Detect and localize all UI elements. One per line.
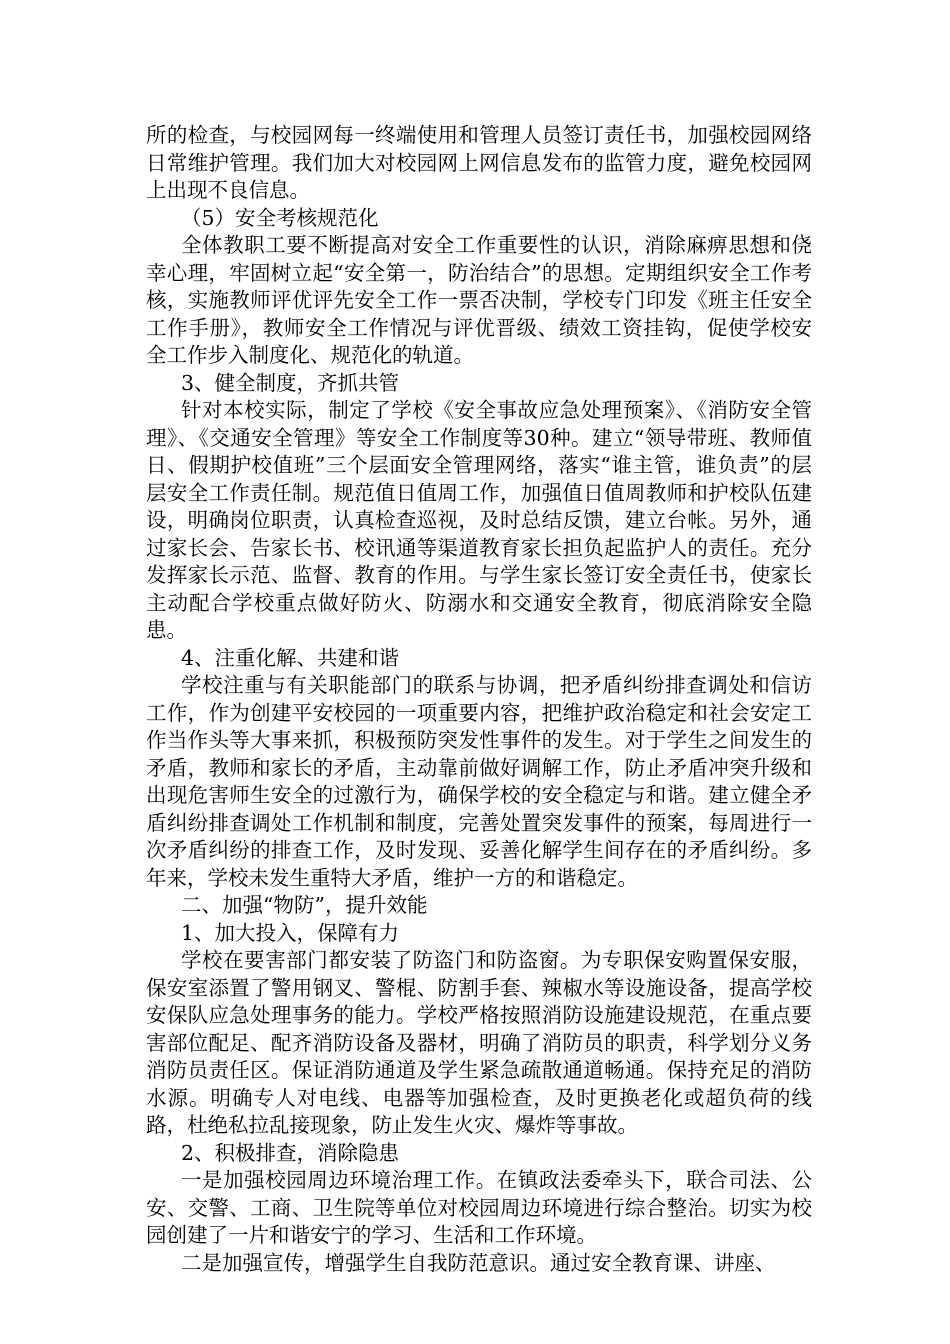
subheading-safety-assessment: （5）安全考核规范化 xyxy=(181,205,379,230)
paragraph-1: 所的检查，与校园网每一终端使用和管理人员签订责任书，加强校园网络日常维护管理。我们加大对校园网上网信息发布的监管力度，避免校园网上出现不良信息。 xyxy=(146,123,812,202)
paragraph-7: 二是加强宣传，增强学生自我防范意识。通过安全教育课、讲座、 xyxy=(181,1250,776,1275)
paragraph-4: 学校注重与有关职能部门的联系与协调，把矛盾纠纷排查调处和信访工作，作为创建平安校园的一项重要内容，把维护政治稳定和社会安定工作当作头等大事来抓，积极预防突发性事件的发生。对于学生之间发生的矛盾，教师和家长的矛盾，主动靠前做好调解工作，防止矛盾冲突升级和出现危害师生安全的过激行为，确保学校的安全稳定与和谐。建立健全矛盾纠纷排查调处工作机制和制度，完善处置突发事件的预案，每周进行一次矛盾纠纷的排查工作，及时发现、妥善化解学生间存在的矛盾纠纷。多年来，学校未发生重特大矛盾，维护一方的和谐稳定。 xyxy=(146,673,812,890)
subheading-investment: 1、加大投入，保障有力 xyxy=(181,920,400,945)
paragraph-5: 学校在要害部门都安装了防盗门和防盗窗。为专职保安购置保安服，保安室添置了警用钢叉、警棍、防割手套、辣椒水等设施设备，提高学校安保队应急处理事务的能力。学校严格按照消防设施建设规范，在重点要害部位配足、配齐消防设备及器材，明确了消防员的职责，科学划分义务消防员责任区。保证消防通道及学生紧急疏散通道畅通。保持充足的消防水源。明确专人对电线、电器等加强检查，及时更换老化或超负荷的线路，杜绝私拉乱接现象，防止发生火灾、爆炸等事故。 xyxy=(146,948,812,1137)
document-body xyxy=(146,122,812,1277)
paragraph-3: 针对本校实际，制定了学校《安全事故应急处理预案》、《消防安全管理》、《交通安全管理》等安全工作制度等30种。建立“领导带班、教师值日、假期护校值班”三个层面安全管理网络，落实“谁主管，谁负责”的层层安全工作责任制。规范值日值周工作，加强值日值周教师和护校队伍建设，明确岗位职责，认真检查巡视，及时总结反馈，建立台帐。另外，通过家长会、告家长书、校讯通等渠道教育家长担负起监护人的责任。充分发挥家长示范、监督、教育的作用。与学生家长签订安全责任书，使家长主动配合学校重点做好防火、防溺水和交通安全教育，彻底消除安全隐患。 xyxy=(146,398,812,642)
subheading-hazard-inspection: 2、积极排查，消除隐患 xyxy=(181,1140,400,1165)
subheading-system-improvement: 3、健全制度，齐抓共管 xyxy=(181,370,400,395)
paragraph-2: 全体教职工要不断提高对安全工作重要性的认识，消除麻痹思想和侥幸心理，牢固树立起“安全第一，防治结合”的思想。定期组织安全工作考核，实施教师评优评先安全工作一票否决制，学校专门印发《班主任安全工作手册》，教师安全工作情况与评优晋级、绩效工资挂钩，促使学校安全工作步入制度化、规范化的轨道。 xyxy=(146,233,812,367)
section-heading-physical-defense: 二、加强“物防”，提升效能 xyxy=(181,893,428,917)
subheading-harmony: 4、注重化解、共建和谐 xyxy=(181,645,400,670)
paragraph-6: 一是加强校园周边环境治理工作。在镇政法委牵头下，联合司法、公安、交警、工商、卫生院等单位对校园周边环境进行综合整治。切实为校园创建了一片和谐安宁的学习、生活和工作环境。 xyxy=(146,1168,812,1247)
